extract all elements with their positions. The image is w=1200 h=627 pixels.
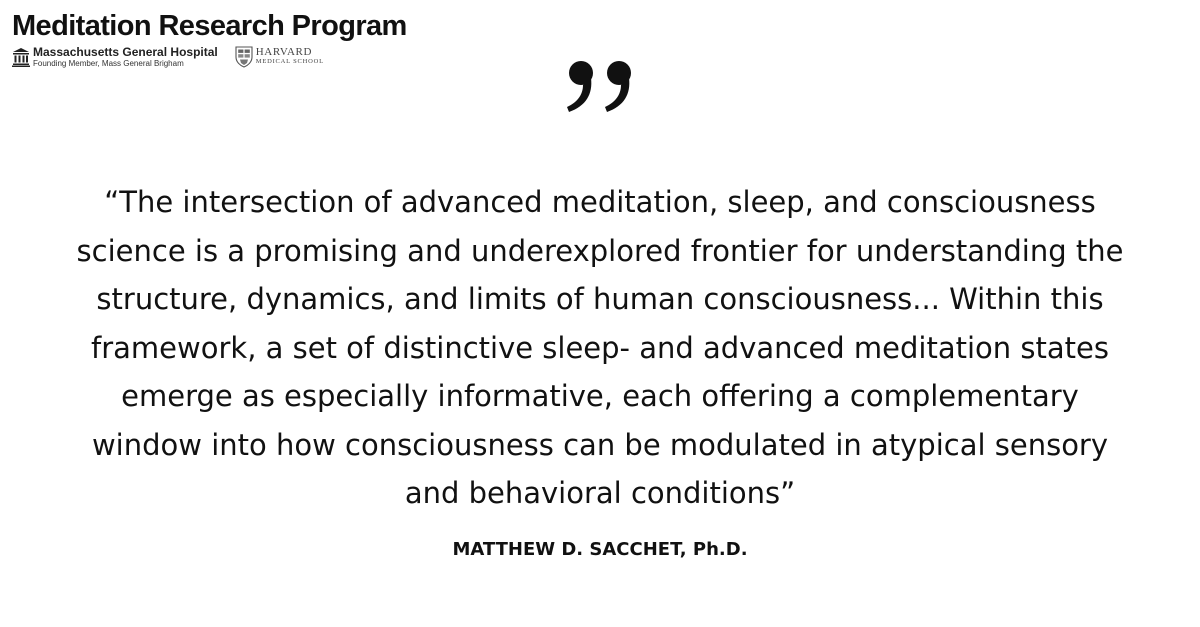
header [12, 8, 482, 69]
quote-line: framework, a set of distinctive sleep- and advanced meditation states [91, 330, 1109, 365]
closing-quote-icon [566, 58, 636, 114]
quote-line: window into how consciousness can be modulated in atypical sensory [91, 427, 1109, 462]
quote-line: emerge as especially informative, each offering a complementary [121, 379, 1079, 413]
mgh-name: Massachusetts General Hospital [33, 45, 218, 59]
quote-author: MATTHEW D. SACCHET, Ph.D. [452, 539, 748, 560]
quote-line: science is a promising and underexplored frontier for understanding the [76, 233, 1124, 268]
mgh-subtitle: Founding Member, Mass General Brigham [33, 59, 184, 68]
harvard-shield-icon [235, 46, 253, 68]
quote-line: structure, dynamics, and limits of human consciousness... Within this [96, 282, 1104, 316]
harvard-logo [235, 46, 324, 68]
mgh-logo [12, 46, 218, 69]
quote-text [0, 178, 1200, 518]
logos-row [12, 46, 482, 69]
hms-name: HARVARD [255, 46, 313, 58]
hms-subtitle: MEDICAL SCHOOL [255, 58, 324, 65]
quote-line: and behavioral conditions” [404, 476, 796, 510]
program-title: Meditation Research Program [12, 10, 407, 42]
hospital-building-icon [12, 47, 30, 67]
quote-line: “The intersection of advanced meditation, sleep, and consciousness [104, 185, 1096, 219]
